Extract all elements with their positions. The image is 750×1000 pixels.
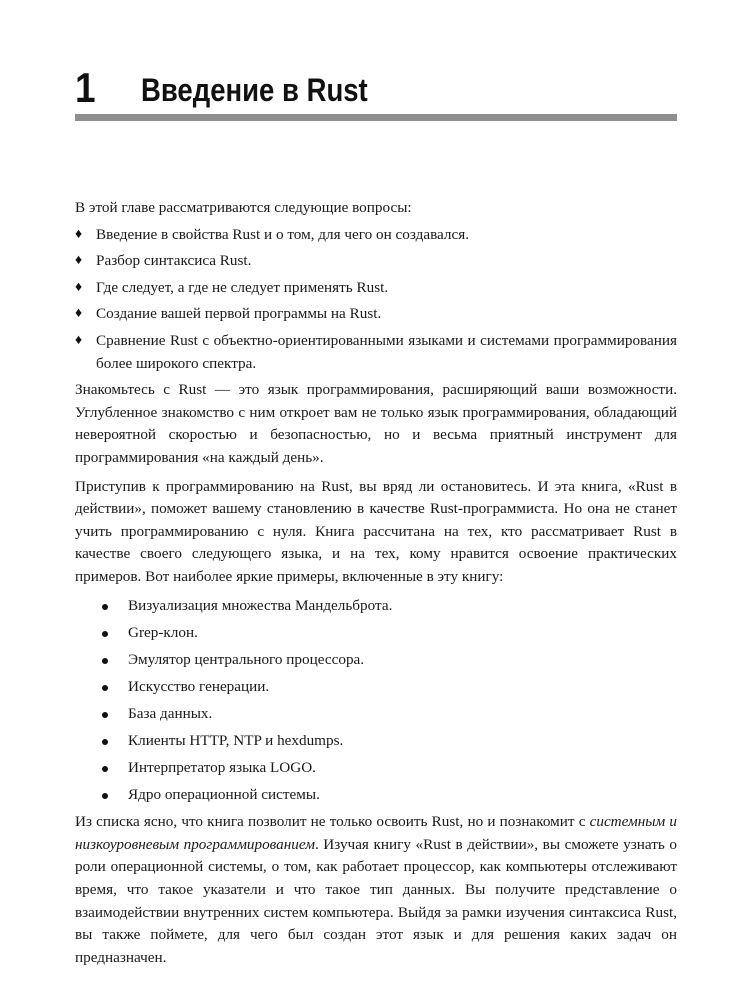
- list-item-text: Ядро операционной системы.: [128, 786, 320, 804]
- list-item: [75, 277, 677, 300]
- list-item-text: Эмулятор центрального процессора.: [128, 650, 365, 668]
- list-item: [75, 303, 677, 326]
- list-item: [75, 595, 677, 618]
- chapter-body: [75, 197, 677, 975]
- diamond-bullet-icon: ♦: [75, 253, 83, 269]
- chapter-title: Введение в Rust: [141, 72, 368, 108]
- list-item-text: База данных.: [128, 704, 213, 722]
- intro-paragraph: В этой главе рассматриваются следующие вопросы:: [75, 199, 412, 216]
- topics-list: [75, 224, 677, 376]
- paragraph-intro-rust: Знакомьтесь с Rust — это язык программирования, расширяющий ваши возможности. Углубленное знакомство с ним откроет вам не только язык программирования, обладающий невероятной скоростью и безопасностью, но и весьма приятный инструмент для программирования «на каждый день».: [75, 381, 677, 466]
- list-item-text: Разбор синтаксиса Rust.: [96, 252, 252, 270]
- summary-italic-term: системным и низкоуровневым программированием: [75, 813, 677, 853]
- list-item: [75, 676, 677, 699]
- list-item: [75, 330, 677, 375]
- summary-text-end: . Изучая книгу «Rust в действии», вы сможете узнать о роли операционной системы, о том, как работает процессор, как компьютеры отслеживают время, что такое указатели и что такое тип данных. Вы получите представление о взаимодействии внутренних систем компьютера. Выйдя за рамки изучения синтаксиса Rust, вы также поймете, для чего был создан этот язык и для решения каких задач он предназначен.: [75, 835, 677, 966]
- list-item: [75, 224, 677, 247]
- round-bullet-icon: [102, 793, 108, 799]
- paragraph-audience: Приступив к программированию на Rust, вы вряд ли остановитесь. И эта книга, «Rust в действии», поможет вашему становлению в качестве Rust-программиста. Но она не станет учить программированию с нуля. Книга рассчитана на тех, кто рассматривает Rust в качестве своего следующего языка, и на тех, кому нравится освоение практических примеров. Вот наиболее яркие примеры, включенные в эту книгу:: [75, 477, 677, 585]
- round-bullet-icon: [102, 712, 108, 718]
- list-item: [75, 757, 677, 780]
- examples-list: [75, 595, 677, 807]
- chapter-title-rule: [75, 114, 677, 121]
- list-item: [75, 703, 677, 726]
- round-bullet-icon: [102, 685, 108, 691]
- list-item: [75, 622, 677, 645]
- diamond-bullet-icon: ♦: [75, 279, 83, 295]
- diamond-bullet-icon: ♦: [75, 332, 83, 348]
- list-item-text: Визуализация множества Мандельброта.: [128, 596, 393, 614]
- list-item-text: Grep-клон.: [128, 623, 198, 641]
- chapter-number: 1: [75, 64, 96, 111]
- summary-text-start: Из списка ясно, что книга позволит не только освоить Rust, но и познакомит с: [75, 813, 590, 831]
- round-bullet-icon: [102, 631, 108, 637]
- diamond-bullet-icon: ♦: [75, 226, 83, 242]
- list-item-text: Где следует, а где не следует применять Rust.: [96, 278, 389, 296]
- list-item: [75, 730, 677, 753]
- paragraph-summary: [75, 811, 677, 969]
- list-item: [75, 649, 677, 672]
- list-item-text: Интерпретатор языка LOGO.: [128, 759, 316, 777]
- round-bullet-icon: [102, 604, 108, 610]
- list-item-text: Клиенты HTTP, NTP и hexdumps.: [128, 731, 344, 749]
- chapter-header: [75, 62, 677, 122]
- round-bullet-icon: [102, 739, 108, 745]
- round-bullet-icon: [102, 766, 108, 772]
- list-item-text: Введение в свойства Rust и о том, для чего он создавался.: [96, 225, 470, 243]
- list-item: [75, 250, 677, 273]
- list-item-text: Сравнение Rust с объектно-ориентированными языками и системами программирования более широкого спектра.: [96, 331, 677, 372]
- diamond-bullet-icon: ♦: [75, 306, 83, 322]
- list-item: [75, 784, 677, 807]
- list-item-text: Искусство генерации.: [128, 677, 270, 695]
- list-item-text: Создание вашей первой программы на Rust.: [96, 305, 382, 323]
- round-bullet-icon: [102, 658, 108, 664]
